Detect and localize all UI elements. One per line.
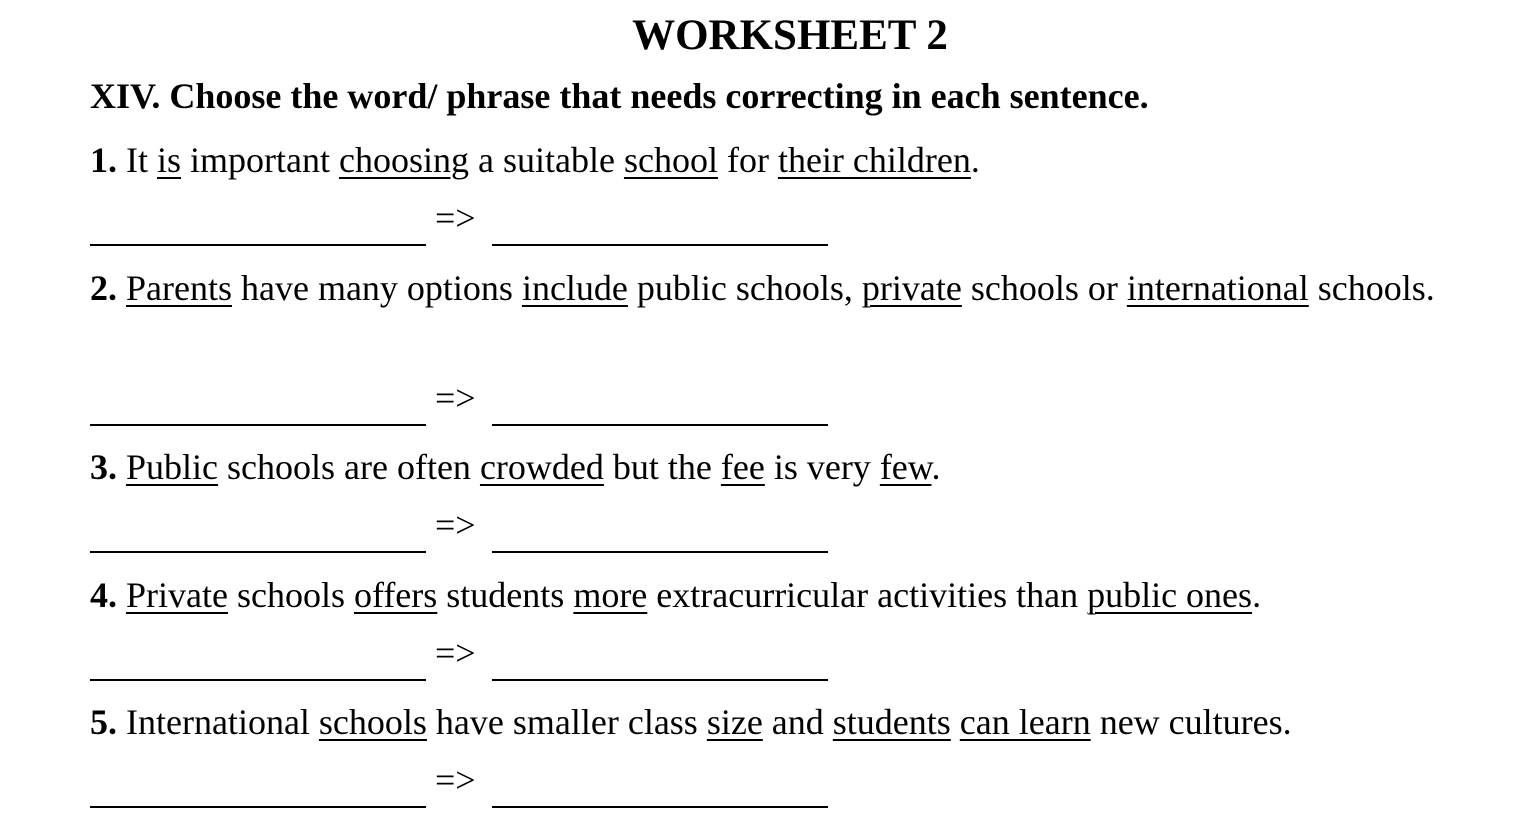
underlined-option[interactable]: can learn <box>959 702 1091 742</box>
sentence-text: schools are often <box>218 447 480 487</box>
underlined-option[interactable]: Public <box>126 447 219 487</box>
question-5 <box>90 696 1494 748</box>
underlined-option[interactable]: private <box>861 268 962 308</box>
exercise-instruction: XIV. Choose the word/ phrase that needs correcting in each sentence. <box>90 76 1149 116</box>
underlined-option[interactable]: choosing <box>339 140 469 180</box>
underlined-option[interactable]: their children <box>777 140 971 180</box>
wrong-word-blank[interactable] <box>90 806 426 808</box>
answer-line-4 <box>90 631 830 681</box>
underlined-option[interactable]: public ones <box>1087 575 1253 615</box>
sentence-text: a suitable <box>469 140 624 180</box>
correction-blank[interactable] <box>492 551 828 553</box>
question-number: 3. <box>90 447 117 487</box>
underlined-option[interactable]: size <box>706 702 763 742</box>
underlined-option[interactable]: few <box>879 447 932 487</box>
underlined-option[interactable]: include <box>521 268 628 308</box>
question-2 <box>90 262 1494 314</box>
underlined-option[interactable]: Private <box>126 575 228 615</box>
underlined-option[interactable]: schools <box>318 702 427 742</box>
sentence-text: . <box>931 447 941 487</box>
sentence-text: for <box>717 140 778 180</box>
question-4 <box>90 569 1494 621</box>
arrow-symbol: => <box>435 760 476 800</box>
sentence-text: public schools, <box>627 268 862 308</box>
underlined-option[interactable]: more <box>573 575 648 615</box>
sentence-text: have many options <box>231 268 522 308</box>
arrow-symbol: => <box>435 198 476 238</box>
question-number: 4. <box>90 575 117 615</box>
sentence-text <box>951 702 960 742</box>
sentence-text: . <box>1252 575 1262 615</box>
sentence-text: new cultures. <box>1090 702 1292 742</box>
arrow-symbol: => <box>435 378 476 418</box>
correction-blank[interactable] <box>492 244 828 246</box>
sentence-text: important <box>181 140 339 180</box>
sentence-text: . <box>970 140 980 180</box>
sentence-text: schools <box>227 575 354 615</box>
sentence-text: schools or <box>961 268 1127 308</box>
wrong-word-blank[interactable] <box>90 679 426 681</box>
sentence-text: is very <box>764 447 880 487</box>
correction-blank[interactable] <box>492 679 828 681</box>
correction-blank[interactable] <box>492 424 828 426</box>
question-number: 5. <box>90 702 117 742</box>
sentence-text: have smaller class <box>426 702 707 742</box>
underlined-option[interactable]: offers <box>353 575 438 615</box>
arrow-symbol: => <box>435 505 476 545</box>
question-number: 2. <box>90 268 117 308</box>
answer-line-1 <box>90 196 830 246</box>
sentence-text: International <box>126 702 319 742</box>
answer-line-5 <box>90 758 830 808</box>
worksheet-title: WORKSHEET 2 <box>632 12 948 59</box>
underlined-option[interactable]: fee <box>720 447 765 487</box>
underlined-option[interactable]: students <box>832 702 951 742</box>
sentence-text: and <box>762 702 833 742</box>
answer-line-2 <box>90 376 830 426</box>
sentence-text: extracurricular activities than <box>647 575 1088 615</box>
correction-blank[interactable] <box>492 806 828 808</box>
underlined-option[interactable]: is <box>157 140 182 180</box>
underlined-option[interactable]: school <box>623 140 718 180</box>
question-1 <box>90 134 1494 186</box>
arrow-symbol: => <box>435 633 476 673</box>
sentence-text: schools. <box>1308 268 1435 308</box>
underlined-option[interactable]: international <box>1126 268 1309 308</box>
answer-line-3 <box>90 503 830 553</box>
sentence-text: but the <box>603 447 721 487</box>
wrong-word-blank[interactable] <box>90 244 426 246</box>
underlined-option[interactable]: Parents <box>126 268 232 308</box>
sentence-text: It <box>126 140 157 180</box>
underlined-option[interactable]: crowded <box>479 447 604 487</box>
wrong-word-blank[interactable] <box>90 424 426 426</box>
question-3 <box>90 441 1494 493</box>
wrong-word-blank[interactable] <box>90 551 426 553</box>
question-number: 1. <box>90 140 117 180</box>
sentence-text: students <box>437 575 574 615</box>
